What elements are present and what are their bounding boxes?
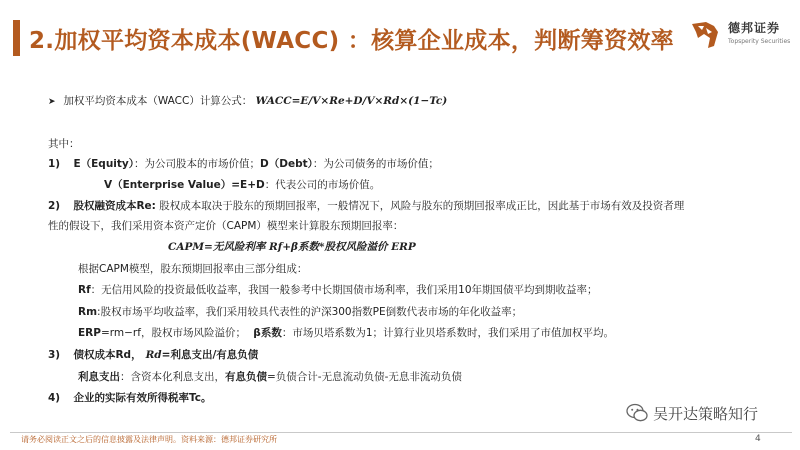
item-rd — [48, 348, 258, 362]
enterprise-value-desc: ：代表公司的市场价值。 — [264, 179, 381, 191]
wechat-icon — [626, 403, 648, 423]
watermark-text: 吴开达策略知行 — [653, 405, 759, 423]
equity-cost-desc-line2: 性的假设下，我们采用资本资产定价（CAPM）模型来计算股东预期回报率： — [48, 220, 404, 232]
item-erp — [78, 326, 614, 340]
item-rm — [78, 305, 522, 319]
item-number: 2) — [48, 200, 61, 212]
debt-cost-term: 债权成本Rd — [73, 349, 132, 361]
interest-term: 利息支出 — [78, 371, 120, 383]
enterprise-value-term: V（Enterprise Value）=E+D — [104, 179, 265, 191]
item-interest — [78, 370, 462, 384]
item-number: 4) — [48, 392, 61, 404]
erp-term: ERP — [78, 327, 101, 339]
equity-cost-term: 股权融资成本Re: — [73, 200, 156, 212]
item-number: 3) — [48, 349, 61, 361]
debt-term: D（Debt） — [260, 158, 313, 170]
footer-disclaimer: 请务必阅读正文之后的信息披露及法律声明。资料来源：德邦证券研究所 — [21, 435, 277, 444]
beta-term: β系数 — [253, 327, 282, 339]
page-number: 4 — [755, 434, 761, 444]
rm-desc: :股权市场平均收益率，我们采用较具代表性的沪深300指数PE倒数代表市场的年化收益率； — [97, 306, 523, 318]
item-v — [104, 178, 380, 192]
footer-divider — [10, 432, 792, 433]
capm-intro: 根据CAPM模型，股东预期回报率由三部分组成： — [78, 263, 308, 275]
item-re — [48, 199, 684, 213]
equity-cost-desc-line1: 股权成本取决于股东的预期回报率，一般情况下，风险与股东的预期回报率成正比，因此基于市场有效及投资者理 — [159, 200, 685, 212]
wacc-formula-line — [48, 94, 447, 109]
rd-formula-rest: =利息支出/有息负债 — [161, 349, 259, 361]
debt-desc: ：为公司债务的市场价值； — [312, 158, 439, 170]
interest-desc: ：含资本化利息支出， — [120, 371, 225, 383]
beta-desc: ：市场贝塔系数为1；计算行业贝塔系数时，我们采用了市值加权平均。 — [281, 327, 615, 339]
erp-desc: =rm−rf，股权市场风险溢价； — [100, 327, 246, 339]
slide-title: 2.加权平均资本成本(WACC) ：核算企业成本，判断筹资效率 — [29, 28, 674, 54]
item-tc — [48, 391, 211, 405]
arrow-bullet-icon: ➤ — [48, 97, 56, 107]
item-e-d — [48, 157, 439, 171]
equity-term: E（Equity） — [73, 158, 135, 170]
rm-term: Rm — [78, 306, 98, 318]
where-label: 其中： — [48, 138, 80, 150]
debt-cost-sep: ， — [131, 349, 142, 361]
logo-name-en: Topsperity Securities — [728, 38, 791, 45]
item-rf — [78, 283, 598, 297]
capm-formula: CAPM=无风险利率 Rf+β系数*股权风险溢价 ERP — [168, 241, 416, 253]
interest-debt-desc: =负债合计-无息流动负债-无息非流动负债 — [267, 371, 462, 383]
rd-symbol: Rd — [145, 349, 162, 361]
tax-rate-term: 企业的实际有效所得税率Tc。 — [73, 392, 212, 404]
interest-debt-term: 有息负债 — [225, 371, 267, 383]
item-number: 1) — [48, 158, 61, 170]
wacc-formula: WACC=E/V×Re+D/V×Rd×(1−Tc) — [255, 95, 448, 107]
equity-desc: ：为公司股本的市场价值； — [134, 158, 261, 170]
wacc-formula-label: 加权平均资本成本（WACC）计算公式： — [63, 95, 253, 107]
rf-term: Rf — [78, 284, 91, 296]
rf-desc: ：无信用风险的投资最低收益率，我国一般参考中长期国债市场利率，我们采用10年期国债平均到期收益率； — [90, 284, 598, 296]
logo-name-cn: 德邦证券 — [728, 21, 781, 35]
